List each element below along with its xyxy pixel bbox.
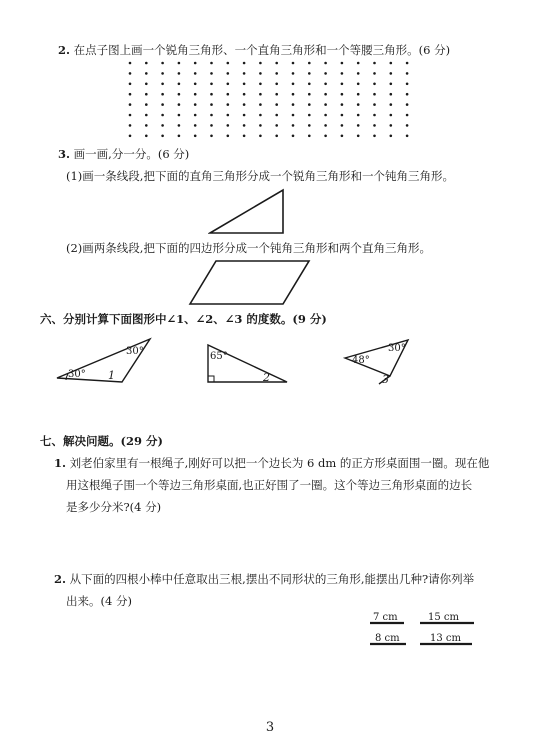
grid-dot <box>357 103 360 106</box>
grid-dot <box>194 114 197 117</box>
grid-dot <box>259 114 262 117</box>
grid-dot <box>243 62 246 65</box>
grid-dot <box>194 135 197 138</box>
q3-prompt <box>58 146 189 162</box>
grid-dot <box>357 72 360 75</box>
q3-text: 画一画,分一分。(6 分) <box>73 147 190 161</box>
p2-line1 <box>54 571 474 587</box>
grid-dot <box>390 114 393 117</box>
grid-dot <box>373 83 376 86</box>
grid-dot <box>324 62 327 65</box>
grid-dot <box>227 72 230 75</box>
grid-dot <box>373 62 376 65</box>
grid-dot <box>373 93 376 96</box>
grid-dot <box>308 135 311 138</box>
grid-dot <box>243 135 246 138</box>
q3-number: 3. <box>58 147 71 161</box>
grid-dot <box>178 93 181 96</box>
grid-dot <box>275 103 278 106</box>
grid-dot <box>275 93 278 96</box>
grid-dot <box>341 62 344 65</box>
grid-dot <box>292 62 295 65</box>
grid-dot <box>178 72 181 75</box>
grid-dot <box>210 93 213 96</box>
grid-dot <box>406 83 409 86</box>
grid-dot <box>161 93 164 96</box>
fig1-angle-b-label: 30° <box>126 346 144 357</box>
grid-dot <box>178 83 181 86</box>
grid-dot <box>243 114 246 117</box>
right-triangle-figure[interactable] <box>208 188 288 236</box>
grid-dot <box>161 114 164 117</box>
grid-dot <box>292 135 295 138</box>
grid-dot <box>390 72 393 75</box>
stick-label-13cm: 13 cm <box>430 633 461 644</box>
grid-dot <box>292 72 295 75</box>
grid-dot <box>161 62 164 65</box>
grid-dot <box>324 103 327 106</box>
grid-dot <box>145 83 148 86</box>
q2-prompt <box>58 42 450 58</box>
grid-dot <box>243 93 246 96</box>
grid-dot <box>390 62 393 65</box>
grid-dot <box>243 72 246 75</box>
grid-dot <box>194 124 197 127</box>
grid-dot <box>324 83 327 86</box>
grid-dot <box>275 124 278 127</box>
grid-dot <box>406 124 409 127</box>
stick-label-15cm: 15 cm <box>428 612 459 623</box>
grid-dot <box>308 62 311 65</box>
grid-dot <box>292 114 295 117</box>
p1-number: 1. <box>54 456 67 470</box>
grid-dot <box>178 103 181 106</box>
grid-dot <box>373 72 376 75</box>
grid-dot <box>341 124 344 127</box>
grid-dot <box>341 114 344 117</box>
stick-label-7cm: 7 cm <box>373 612 398 623</box>
angle-figure-3 <box>342 338 428 386</box>
grid-dot <box>357 124 360 127</box>
grid-dot <box>324 124 327 127</box>
grid-dot <box>145 72 148 75</box>
page-number: 3 <box>265 720 275 735</box>
grid-dot <box>357 93 360 96</box>
grid-dot <box>227 114 230 117</box>
grid-dot <box>341 135 344 138</box>
stick-label-8cm: 8 cm <box>375 633 400 644</box>
grid-dot <box>373 103 376 106</box>
sticks-figure <box>366 608 478 648</box>
grid-dot <box>341 93 344 96</box>
grid-dot <box>357 83 360 86</box>
grid-dot <box>178 135 181 138</box>
grid-dot <box>227 62 230 65</box>
grid-dot <box>259 93 262 96</box>
p1-line2: 用这根绳子围一个等边三角形桌面,也正好围了一圈。这个等边三角形桌面的边长 <box>66 478 473 492</box>
grid-dot <box>406 62 409 65</box>
grid-dot <box>292 124 295 127</box>
p1-line1 <box>54 455 489 471</box>
grid-dot <box>194 93 197 96</box>
grid-dot <box>129 72 132 75</box>
dot-grid[interactable] <box>125 58 425 138</box>
grid-dot <box>259 103 262 106</box>
p2-number: 2. <box>54 572 67 586</box>
grid-dot <box>390 124 393 127</box>
grid-dot <box>275 114 278 117</box>
grid-dot <box>129 103 132 106</box>
grid-dot <box>145 135 148 138</box>
grid-dot <box>145 62 148 65</box>
grid-dot <box>308 83 311 86</box>
grid-dot <box>341 103 344 106</box>
grid-dot <box>129 135 132 138</box>
grid-dot <box>243 83 246 86</box>
grid-dot <box>227 124 230 127</box>
grid-dot <box>275 83 278 86</box>
grid-dot <box>194 83 197 86</box>
p2-line2: 出来。(4 分) <box>66 594 132 608</box>
angle-figure-2 <box>205 342 291 386</box>
grid-dot <box>357 135 360 138</box>
grid-dot <box>406 135 409 138</box>
grid-dot <box>145 103 148 106</box>
grid-dot <box>210 62 213 65</box>
grid-dot <box>145 114 148 117</box>
grid-dot <box>161 135 164 138</box>
grid-dot <box>373 114 376 117</box>
fig3-angle-a-label: 30° <box>388 343 406 354</box>
grid-dot <box>292 103 295 106</box>
grid-dot <box>341 72 344 75</box>
grid-dot <box>308 114 311 117</box>
grid-dot <box>161 72 164 75</box>
grid-dot <box>324 135 327 138</box>
fig2-angle-a-label: 65° <box>210 351 228 362</box>
grid-dot <box>259 62 262 65</box>
grid-dot <box>227 135 230 138</box>
grid-dot <box>129 93 132 96</box>
fig3-angle-3-label: 3 <box>382 373 389 386</box>
grid-dot <box>210 124 213 127</box>
grid-dot <box>308 72 311 75</box>
grid-dot <box>324 93 327 96</box>
fig3-angle-b-label: 48° <box>352 355 370 366</box>
grid-dot <box>390 103 393 106</box>
grid-dot <box>161 103 164 106</box>
grid-dot <box>308 93 311 96</box>
angle-figure-1 <box>54 336 154 386</box>
grid-dot <box>210 83 213 86</box>
q3-sub2: (2)画两条线段,把下面的四边形分成一个钝角三角形和两个直角三角形。 <box>66 241 431 255</box>
grid-dot <box>406 103 409 106</box>
q2-number: 2. <box>58 43 71 57</box>
grid-dot <box>210 72 213 75</box>
grid-dot <box>161 124 164 127</box>
grid-dot <box>292 93 295 96</box>
grid-dot <box>145 124 148 127</box>
grid-dot <box>178 114 181 117</box>
grid-dot <box>406 93 409 96</box>
grid-dot <box>210 135 213 138</box>
grid-dot <box>292 83 295 86</box>
grid-dot <box>259 83 262 86</box>
grid-dot <box>227 83 230 86</box>
q2-text: 在点子图上画一个锐角三角形、一个直角三角形和一个等腰三角形。(6 分) <box>73 43 451 57</box>
grid-dot <box>194 62 197 65</box>
grid-dot <box>341 83 344 86</box>
grid-dot <box>275 72 278 75</box>
grid-dot <box>373 124 376 127</box>
grid-dot <box>259 135 262 138</box>
fig2-angle-2-label: 2 <box>263 371 270 384</box>
grid-dot <box>129 83 132 86</box>
grid-dot <box>373 135 376 138</box>
grid-dot <box>308 103 311 106</box>
grid-dot <box>275 135 278 138</box>
grid-dot <box>243 124 246 127</box>
grid-dot <box>259 124 262 127</box>
grid-dot <box>357 62 360 65</box>
grid-dot <box>390 83 393 86</box>
grid-dot <box>129 114 132 117</box>
grid-dot <box>161 83 164 86</box>
grid-dot <box>324 114 327 117</box>
q3-sub1: (1)画一条线段,把下面的直角三角形分成一个锐角三角形和一个钝角三角形。 <box>66 169 454 183</box>
p1-text-line1: 刘老伯家里有一根绳子,刚好可以把一个边长为 6 dm 的正方形桌面围一圈。现在他 <box>69 456 490 470</box>
grid-dot <box>390 93 393 96</box>
grid-dot <box>129 62 132 65</box>
parallelogram-figure[interactable] <box>188 258 312 308</box>
grid-dot <box>357 114 360 117</box>
grid-dot <box>210 103 213 106</box>
grid-dot <box>406 114 409 117</box>
grid-dot <box>178 62 181 65</box>
section7-title: 七、解决问题。(29 分) <box>40 434 163 448</box>
p1-line3: 是多少分米?(4 分) <box>66 500 162 514</box>
p2-text-line1: 从下面的四根小棒中任意取出三根,摆出不同形状的三角形,能摆出几种?请你列举 <box>69 572 475 586</box>
section6-title: 六、分别计算下面图形中∠1、∠2、∠3 的度数。(9 分) <box>40 312 327 326</box>
grid-dot <box>324 72 327 75</box>
grid-dot <box>243 103 246 106</box>
grid-dot <box>259 72 262 75</box>
grid-dot <box>308 124 311 127</box>
grid-dot <box>227 93 230 96</box>
grid-dot <box>210 114 213 117</box>
grid-dot <box>390 135 393 138</box>
grid-dot <box>178 124 181 127</box>
grid-dot <box>129 124 132 127</box>
fig1-angle-a-label: 30° <box>68 369 86 380</box>
grid-dot <box>227 103 230 106</box>
grid-dot <box>406 72 409 75</box>
grid-dot <box>275 62 278 65</box>
grid-dot <box>194 103 197 106</box>
grid-dot <box>145 93 148 96</box>
fig1-angle-1-label: 1 <box>108 369 115 382</box>
grid-dot <box>194 72 197 75</box>
